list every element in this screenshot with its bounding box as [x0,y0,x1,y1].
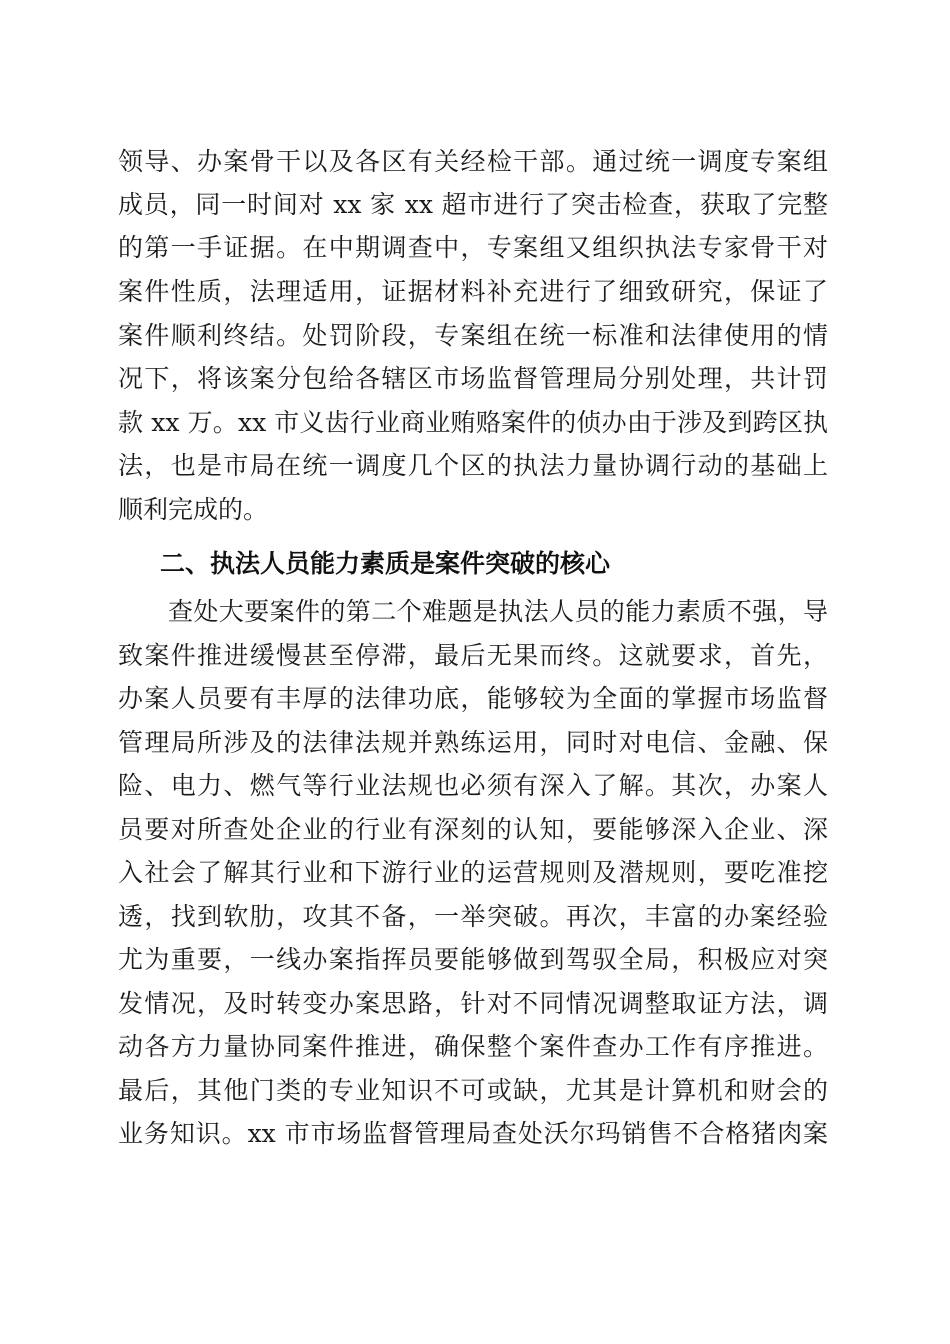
paragraph-2-line-2: 致案件推进缓慢甚至停滞，最后无果而终。这就要求，首先， [118,641,828,670]
paragraph-1-line-6: 况下，将该案分包给各辖区市场监督管理局分别处理，共计罚 [118,364,828,393]
paragraph-2-line-9: 尤为重要，一线办案指挥员要能够做到驾驭全局，积极应对突 [118,945,828,974]
paragraph-2-line-8: 透，找到软肋，攻其不备，一举突破。再次，丰富的办案经验 [118,902,828,931]
paragraph-1-line-7: 款 xx 万。xx 市义齿行业商业贿赂案件的侦办由于涉及到跨区执 [118,408,828,437]
paragraph-2-line-7: 入社会了解其行业和下游行业的运营规则及潜规则，要吃准挖 [118,858,828,887]
paragraph-1-line-8: 法，也是市局在统一调度几个区的执法力量协调行动的基础上 [118,451,828,480]
paragraph-1-line-3: 的第一手证据。在中期调查中，专案组又组织执法专家骨干对 [118,233,828,262]
paragraph-2-line-10: 发情况，及时转变办案思路，针对不同情况调整取证方法，调 [118,989,828,1018]
paragraph-2-line-13: 业务知识。xx 市市场监督管理局查处沃尔玛销售不合格猪肉案 [118,1119,828,1148]
paragraph-2-line-11: 动各方力量协同案件推进，确保整个案件查办工作有序推进。 [118,1032,828,1061]
paragraph-2-line-1: 查处大要案件的第二个难题是执法人员的能力素质不强，导 [168,597,828,626]
section-heading-2: 二、执法人员能力素质是案件突破的核心 [160,549,611,578]
paragraph-2-line-6: 员要对所查处企业的行业有深刻的认知，要能够深入企业、深 [118,815,828,844]
paragraph-2-line-4: 管理局所涉及的法律法规并熟练运用，同时对电信、金融、保 [118,728,828,757]
paragraph-1-line-2: 成员，同一时间对 xx 家 xx 超市进行了突击检查，获取了完整 [118,190,828,219]
paragraph-2-line-5: 险、电力、燃气等行业法规也必须有深入了解。其次，办案人 [118,771,828,800]
paragraph-2-line-3: 办案人员要有丰厚的法律功底，能够较为全面的掌握市场监督 [118,684,828,713]
paragraph-2-line-12: 最后，其他门类的专业知识不可或缺，尤其是计算机和财会的 [118,1076,828,1105]
paragraph-1-line-9: 顺利完成的。 [118,495,269,524]
paragraph-1-line-4: 案件性质，法理适用，证据材料补充进行了细致研究，保证了 [118,277,828,306]
paragraph-1-line-1: 领导、办案骨干以及各区有关经检干部。通过统一调度专案组 [118,147,828,176]
paragraph-1-line-5: 案件顺利终结。处罚阶段，专案组在统一标准和法律使用的情 [118,321,828,350]
